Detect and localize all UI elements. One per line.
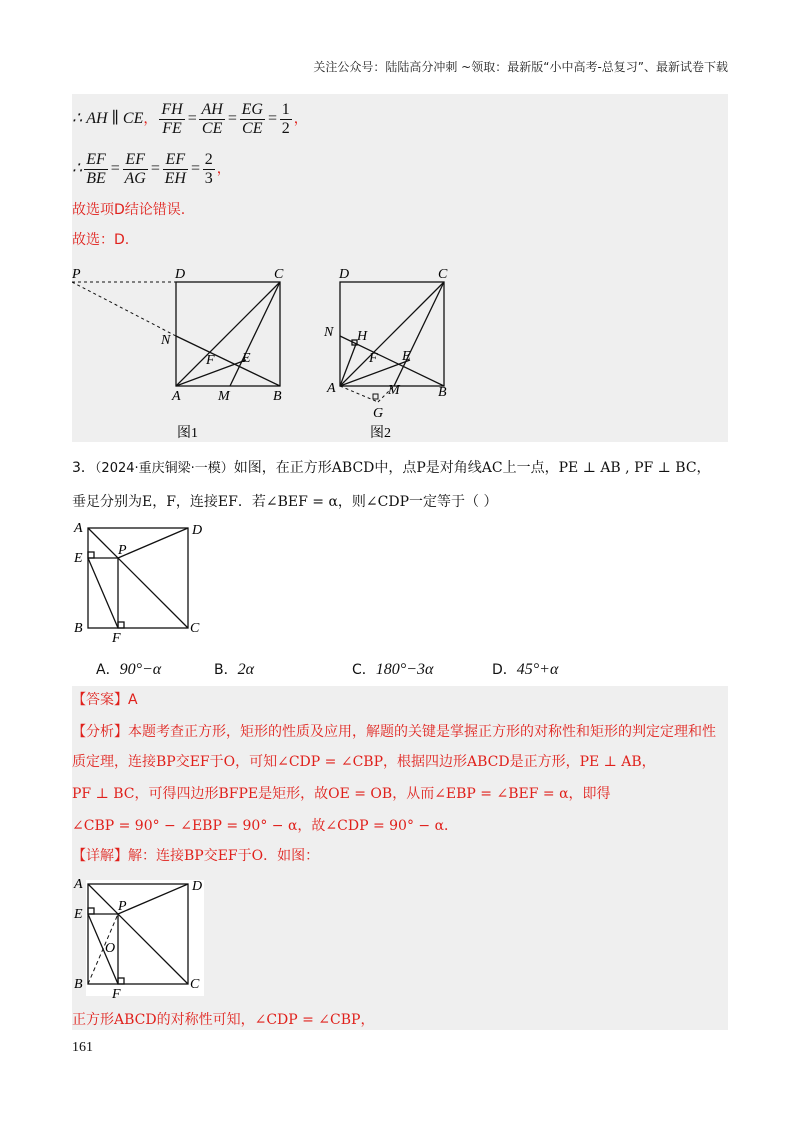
- choice-text: 故选：D.: [72, 232, 130, 248]
- option-c[interactable]: C．180°−3α: [352, 661, 434, 678]
- detail-label-o: O: [105, 941, 116, 956]
- question-3-stem-2: 垂足分别为E，F，连接EF．若∠BEF = α，则∠CDP一定等于（ ）: [72, 494, 498, 510]
- fig2-label-n: N: [324, 325, 334, 340]
- fig1-label-c: C: [274, 267, 284, 282]
- fraction: $\frac{EF}{BE}$: [86, 150, 106, 187]
- detail-label-a: A: [74, 877, 83, 892]
- q3-label-b: B: [74, 621, 83, 636]
- fig1-label-d: D: [175, 267, 186, 282]
- detail-label-b: B: [74, 977, 83, 992]
- q3-label-p: P: [118, 543, 127, 558]
- figure-1-and-2: [72, 262, 452, 442]
- analysis-line-3: PF ⊥ BC，可得四边形BFPE是矩形，故OE = OB，从而∠EBP = ∠BEF = α，即得: [72, 786, 611, 802]
- solution-line-1: ∴ AH ∥ CE ， $\frac{FH}{FE}$ = $\frac{AH}{CE}$ = $\frac{EG}{CE}$ = $\frac{1}{2}$ ，: [72, 100, 308, 137]
- question-3-stem-1: 3．（2024·重庆铜梁·一模）如图，在正方形ABCD中，点P是对角线AC上一点，PE ⊥ AB , PF ⊥ BC，: [72, 460, 711, 476]
- fig1-label-f: F: [206, 353, 215, 368]
- fraction: $\frac{EF}{AG}$: [124, 150, 146, 187]
- question-3-figure: [72, 518, 212, 644]
- detail-line-1: 【详解】解：连接BP交EF于O．如图：: [72, 848, 320, 864]
- detail-label-p: P: [118, 899, 127, 914]
- answer-line: 【答案】A: [72, 692, 138, 708]
- fig2-label-g: G: [373, 406, 384, 421]
- fraction: $\frac{FH}{FE}$: [161, 100, 183, 137]
- q3-label-c: C: [190, 621, 200, 636]
- fig1-label-p: P: [72, 267, 81, 282]
- fraction: $\frac{EF}{EH}$: [164, 150, 186, 187]
- detail-figure: [72, 874, 212, 1000]
- fig1-label-e: E: [242, 351, 251, 366]
- conclusion-text: 故选项D结论错误.: [72, 202, 186, 218]
- detail-label-f: F: [112, 987, 121, 1000]
- fraction: $\frac{2}{3}$: [204, 150, 213, 187]
- fraction: $\frac{EG}{CE}$: [241, 100, 263, 137]
- option-b[interactable]: B．2α: [214, 661, 255, 678]
- detail-label-e: E: [74, 907, 83, 922]
- page-number: 161: [72, 1040, 93, 1055]
- page-header: 关注公众号：陆陆高分冲刺 ~领取：最新版“小中高考-总复习”、最新试卷下载: [313, 60, 728, 74]
- fig2-label-d: D: [339, 267, 350, 282]
- q3-label-d: D: [192, 523, 203, 538]
- fig2-label-m: M: [388, 383, 400, 398]
- detail-line-2: 正方形ABCD的对称性可知，∠CDP = ∠CBP，: [72, 1012, 375, 1028]
- option-a[interactable]: A．90°−α: [96, 661, 162, 678]
- fig1-label-n: N: [161, 333, 171, 348]
- fig1-label-b: B: [273, 389, 282, 404]
- fig1-label-m: M: [218, 389, 230, 404]
- analysis-line-4: ∠CBP = 90° − ∠EBP = 90° − α，故∠CDP = 90° − α．: [72, 818, 459, 834]
- solution-line-2: ∴ $\frac{EF}{BE}$ = $\frac{EF}{AG}$ = $\frac{EF}{EH}$ = $\frac{2}{3}$ ，: [72, 150, 231, 187]
- q3-label-f: F: [112, 631, 121, 644]
- fig2-label-e: E: [402, 349, 411, 364]
- option-d[interactable]: D．45°+α: [492, 661, 559, 678]
- detail-label-c: C: [190, 977, 200, 992]
- fig1-label-a: A: [172, 389, 181, 404]
- fraction: $\frac{AH}{CE}$: [201, 100, 223, 137]
- fraction: $\frac{1}{2}$: [281, 100, 290, 137]
- fig1-caption: 图1: [177, 426, 198, 441]
- analysis-line-2: 质定理，连接BP交EF于O，可知∠CDP = ∠CBP，根据四边形ABCD是正方形，PE ⊥ AB，: [72, 754, 656, 770]
- detail-label-d: D: [192, 879, 203, 894]
- fig2-caption: 图2: [370, 426, 391, 441]
- fig2-label-f: F: [369, 351, 378, 366]
- analysis-line-1: 【分析】本题考查正方形，矩形的性质及应用，解题的关键是掌握正方形的对称性和矩形的判定定理和性: [72, 724, 716, 740]
- fig2-label-c: C: [438, 267, 448, 282]
- fig2-label-a: A: [327, 381, 336, 396]
- fig2-label-h: H: [357, 329, 368, 344]
- q3-label-e: E: [74, 551, 83, 566]
- fig2-label-b: B: [438, 385, 447, 400]
- q3-label-a: A: [74, 521, 83, 536]
